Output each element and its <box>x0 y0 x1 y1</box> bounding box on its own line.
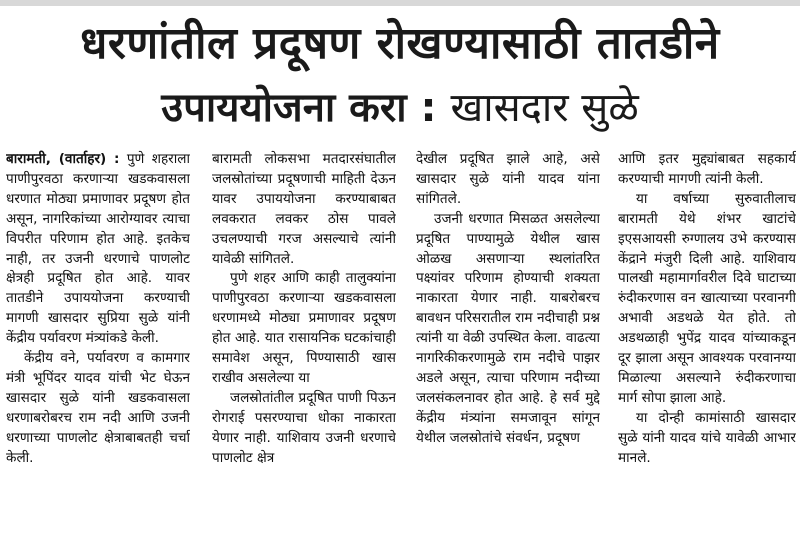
article-paragraph: उजनी धरणात मिसळत असलेल्या प्रदूषित पाण्यामुळे येथील खास ओळख असणाऱ्या स्थलांतरित पक्ष्यांवर परिणाम होण्याची शक्यता नाकारता येणार नाही. याबरोबरच बावधन परिसरातील राम नदीचाही प्रश्न त्यांनी या वेळी उपस्थित केला. वाढत्या नागरिकीकरणामुळे राम नदीचे पाझर अडले असून, त्याचा परिणाम नदीच्या जलसंकलनावर होत आहे. हे सर्व मुद्दे केंद्रीय मंत्र्यांना समजावून सांगून येथील जलस्रोतांचे संवर्धन, प्रदूषण <box>416 210 600 446</box>
article-paragraph <box>6 150 190 349</box>
article-body <box>6 150 796 532</box>
article-paragraph: आणि इतर मुद्द्यांबाबत सहकार्य करण्याची मागणी त्यांनी केली. <box>618 151 796 187</box>
article-paragraph: देखील प्रदूषित झाले आहे, असे खासदार सुळे यांनी यादव यांना सांगितले. <box>416 151 600 207</box>
paragraph-text: पुणे शहराला पाणीपुरवठा करणाऱ्या खडकवासला धरणात मोठ्या प्रमाणावर प्रदूषण होत असून, नागरिकांच्या आरोग्यावर त्याचा विपरीत परिणाम होत आहे. इतकेच नाही, तर उजनी धरणाचे पाणलोट क्षेत्रही प्रदूषित होत आहे. यावर तातडीने उपाययोजना करण्याची मागणी खासदार सुप्रिया सुळे यांनी केंद्रीय पर्यावरण मंत्र्यांकडे केली. <box>6 151 190 347</box>
article-column-3 <box>416 150 600 532</box>
article-paragraph: पुणे शहर आणि काही तालुक्यांना पाणीपुरवठा करणाऱ्या खडकवासला धरणामध्ये मोठ्या प्रमाणावर प्रदूषण होत आहे. यात रासायनिक घटकांचाही समावेश असून, पिण्यासाठी खास राखीव असलेल्या या <box>212 270 396 386</box>
article-column-2 <box>212 150 396 532</box>
article-paragraph: जलस्रोतांतील प्रदूषित पाणी पिऊन रोगराई पसरण्याचा धोका नाकारता येणार नाही. याशिवाय उजनी धरणाचे पाणलोट क्षेत्र <box>212 389 396 466</box>
headline-line-1: धरणांतील प्रदूषण रोखण्यासाठी तातडीने <box>80 18 720 69</box>
article-paragraph: या दोन्ही कामांसाठी खासदार सुळे यांनी यादव यांचे यावेळी आभार मानले. <box>618 409 796 466</box>
article-paragraph: बारामती लोकसभा मतदारसंघातील जलस्रोतांच्या प्रदूषणाची माहिती देऊन यावर उपाययोजना करण्याबाबत लवकरात लवकर ठोस पावले उचलण्याची गरज असल्याचे त्यांनी यावेळी सांगितले. <box>212 151 396 267</box>
headline-line-2 <box>0 80 800 136</box>
article-column-1 <box>6 150 190 532</box>
headline-light-part: खासदार सुळे <box>450 85 639 131</box>
article-paragraph: या वर्षाच्या सुरुवातीलाच बारामती येथे शंभर खाटांचे इएसआयसी रुग्णालय उभे करण्यास केंद्राने मंजुरी दिली आहे. याशिवाय पालखी महामार्गावरील दिवे घाटाच्या रुंदीकरणास वन खात्याच्या परवानगी अभावी अडथळे येत होते. तो अडथळाही भुपेंद्र यादव यांच्याकडून दूर झाला असून आवश्यक परवानग्या मिळाल्या असल्याने रुंदीकरणाचा मार्ग सोपा झाला आहे. <box>618 190 796 406</box>
headline-bold-part: उपाययोजना करा : <box>161 85 437 131</box>
article-column-4 <box>618 150 796 532</box>
dateline: बारामती, (वार्ताहर) : <box>6 151 120 167</box>
article-paragraph: केंद्रीय वने, पर्यावरण व कामगार मंत्री भूपिंदर यादव यांची भेट घेऊन खासदार सुळे यांनी खडकवासला धरणाबरोबरच राम नदी आणि उजनी धरणाच्या पाणलोट क्षेत्राबाबतही चर्चा केली. <box>6 350 190 466</box>
page-top-bar <box>0 0 800 6</box>
